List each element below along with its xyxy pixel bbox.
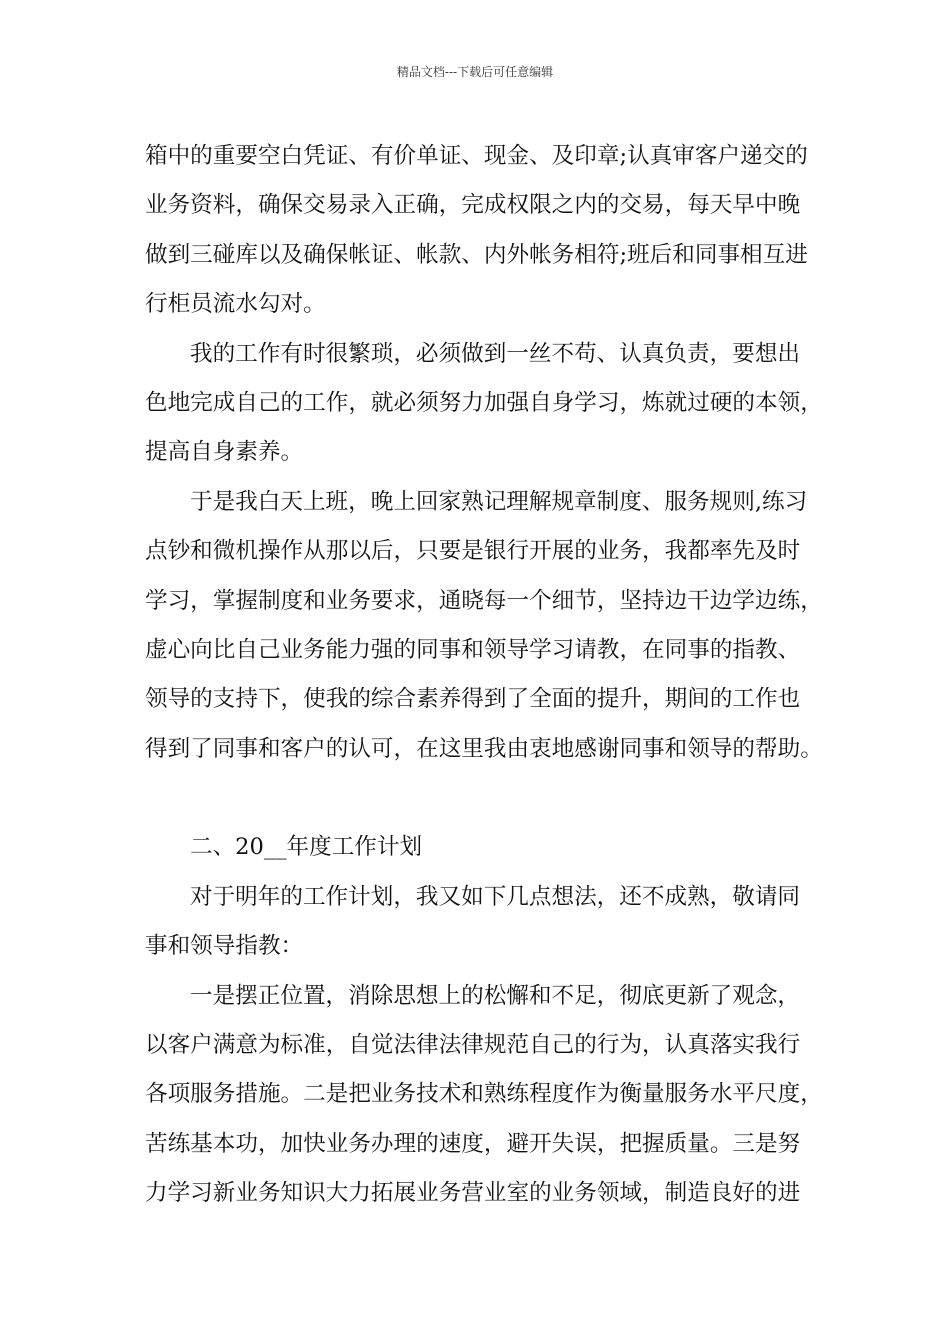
text-line: 力学习新业务知识大力拓展业务营业室的业务领域，制造良好的进 <box>145 1180 801 1207</box>
text-line: 提高自身素养。 <box>145 439 304 466</box>
text-line: 行柜员流水勾对。 <box>145 291 326 318</box>
text-line: 业务资料，确保交易录入正确，完成权限之内的交易，每天早中晚 <box>145 192 801 219</box>
heading-text: 二、20__年度工作计划 <box>190 834 423 861</box>
text-line: 箱中的重要空白凭证、有价单证、现金、及印章;认真审客户递交的 <box>145 143 808 169</box>
text-line: 虚心向比自己业务能力强的同事和领导学习请教，在同事的指教、 <box>145 636 801 663</box>
text-line: 以客户满意为标准，自觉法律法律规范自己的行为，认真落实我行 <box>145 1032 801 1059</box>
text-line: 领导的支持下，使我的综合素养得到了全面的提升，期间的工作也 <box>145 686 801 713</box>
paragraph <box>145 972 825 1219</box>
paragraph <box>145 873 825 972</box>
text-line: 苦练基本功，加快业务办理的速度，避开失误，把握质量。三是努 <box>145 1130 801 1157</box>
text-line: 对于明年的工作计划，我又如下几点想法，还不成熟，敬请同 <box>190 883 801 910</box>
page-header: 精品文档---下载后可任意编辑 <box>396 65 554 79</box>
text-line: 于是我白天上班，晚上回家熟记理解规章制度、服务规则,练习 <box>190 488 808 515</box>
paragraph <box>145 478 825 774</box>
text-line: 学习，掌握制度和业务要求，通晓每一个细节，坚持边干边学边练， <box>145 587 823 614</box>
text-line: 我的工作有时很繁琐，必须做到一丝不苟、认真负责，要想出 <box>190 340 801 367</box>
text-line: 事和领导指教： <box>145 933 304 960</box>
text-line: 各项服务措施。二是把业务技术和熟练程度作为衡量服务水平尺度， <box>145 1081 823 1108</box>
text-line: 点钞和微机操作从那以后，只要是银行开展的业务，我都率先及时 <box>145 538 801 565</box>
text-line: 色地完成自己的工作，就必须努力加强自身学习，炼就过硬的本领， <box>145 389 823 416</box>
text-line: 做到三碰库以及确保帐证、帐款、内外帐务相符;班后和同事相互进 <box>145 241 808 268</box>
text-line: 得到了同事和客户的认可，在这里我由衷地感谢同事和领导的帮助。 <box>145 735 823 762</box>
document-body <box>145 132 825 1219</box>
text-line: 一是摆正位置，消除思想上的松懈和不足，彻底更新了观念， <box>190 982 801 1009</box>
section-heading <box>145 823 825 872</box>
paragraph <box>145 330 825 478</box>
section-gap <box>145 774 825 823</box>
paragraph <box>145 132 825 330</box>
